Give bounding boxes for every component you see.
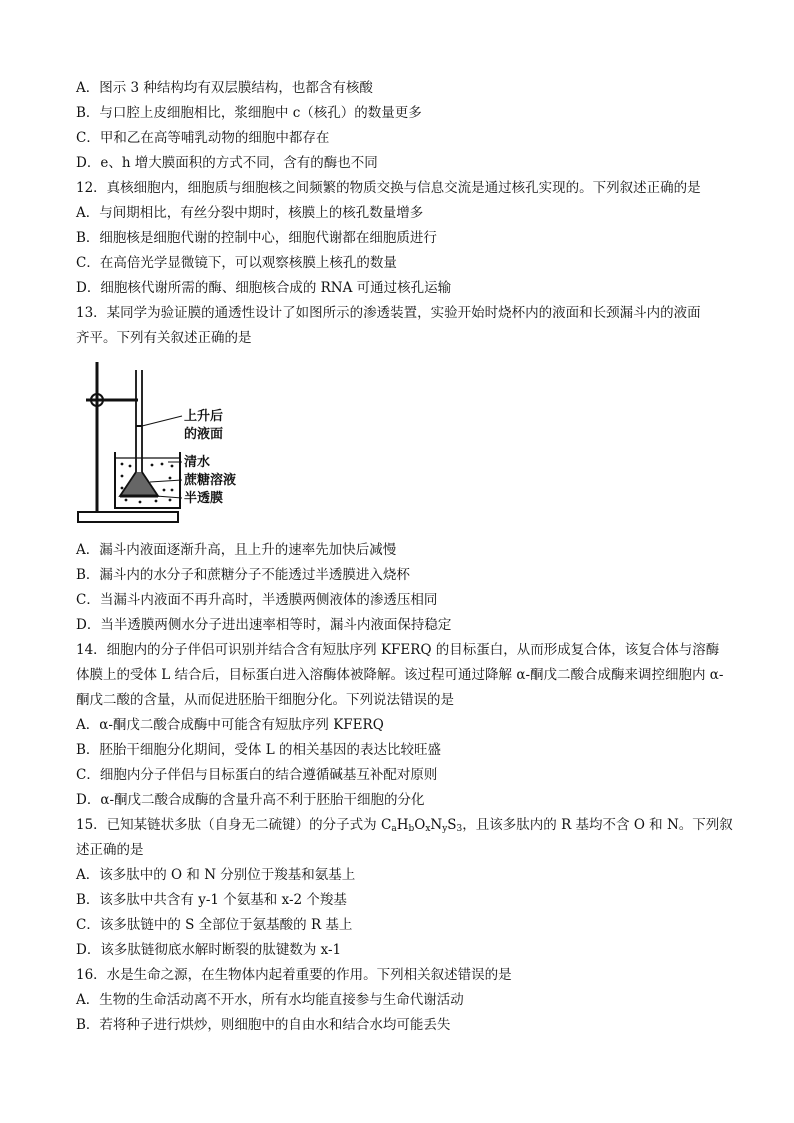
option-line: A．该多肽中的 O 和 N 分别位于羧基和氨基上 xyxy=(76,867,356,883)
option-line: C．甲和乙在高等哺乳动物的细胞中都存在 xyxy=(76,130,330,146)
option-line: A．α-酮戊二酸合成酶中可能含有短肽序列 KFERQ xyxy=(76,717,384,733)
option-line: B．胚胎干细胞分化期间，受体 L 的相关基因的表达比较旺盛 xyxy=(76,742,441,758)
option-line: D．细胞核代谢所需的酶、细胞核合成的 RNA 可通过核孔运输 xyxy=(76,280,452,296)
option-line: C．细胞内分子伴侣与目标蛋白的结合遵循碱基互补配对原则 xyxy=(76,767,438,783)
option-line: D．该多肽链彻底水解时断裂的肽键数为 x-1 xyxy=(76,942,342,958)
option-line: B．漏斗内的水分子和蔗糖分子不能透过半透膜进入烧杯 xyxy=(76,567,410,583)
question-15-stem: 15．已知某链状多肽（自身无二硫键）的分子式为 $C_aH_bO_xN_yS_3$，且该多肽内的 R 基均不含 O 和 N。下列叙 xyxy=(76,817,733,834)
option-line: B．若将种子进行烘炒，则细胞中的自由水和结合水均可能丢失 xyxy=(76,1017,451,1033)
option-line: D．α-酮戊二酸合成酶的含量升高不利于胚胎干细胞的分化 xyxy=(76,792,425,808)
option-line: D．当半透膜两侧水分子进出速率相等时，漏斗内液面保持稳定 xyxy=(76,617,452,633)
question-13-stem: 13．某同学为验证膜的通透性设计了如图所示的渗透装置，实验开始时烧杯内的液面和长颈漏斗内的液面 xyxy=(76,305,701,321)
label-raised-level-2: 的液面 xyxy=(184,427,224,442)
option-line: C．当漏斗内液面不再升高时，半透膜两侧液体的渗透压相同 xyxy=(76,592,438,608)
label-sucrose-solution: 蔗糖溶液 xyxy=(184,473,237,488)
question-14-stem-cont: 体膜上的受体 L 结合后，目标蛋白进入溶酶体被降解。该过程可通过降解 α-酮戊二酸合成酶来调控细胞内 α- xyxy=(76,667,724,683)
option-line: B．与口腔上皮细胞相比，浆细胞中 c（核孔）的数量更多 xyxy=(76,105,422,121)
option-line: B．细胞核是细胞代谢的控制中心，细胞代谢都在细胞质进行 xyxy=(76,230,437,246)
option-line: A．与间期相比，有丝分裂中期时，核膜上的核孔数量增多 xyxy=(76,205,424,221)
option-line: C．在高倍光学显微镜下，可以观察核膜上核孔的数量 xyxy=(76,255,397,271)
question-13-stem-cont: 齐平。下列有关叙述正确的是 xyxy=(76,330,252,346)
question-14-stem-cont: 酮戊二酸的含量，从而促进胚胎干细胞分化。下列说法错误的是 xyxy=(76,692,454,708)
option-line: B．该多肽中共含有 y-1 个氨基和 x-2 个羧基 xyxy=(76,892,347,908)
option-line: C．该多肽链中的 S 全部位于氨基酸的 R 基上 xyxy=(76,917,353,933)
option-line: A．生物的生命活动离不开水，所有水均能直接参与生命代谢活动 xyxy=(76,992,464,1008)
label-water: 清水 xyxy=(184,455,211,470)
option-line: D．e、h 增大膜面积的方式不同，含有的酶也不同 xyxy=(76,155,378,171)
label-raised-level-1: 上升后 xyxy=(184,409,224,424)
option-line: A．图示 3 种结构均有双层膜结构，也都含有核酸 xyxy=(76,80,373,96)
label-semipermeable-membrane: 半透膜 xyxy=(184,491,224,506)
option-line: A．漏斗内液面逐渐升高，且上升的速率先加快后减慢 xyxy=(76,542,397,558)
question-12-stem: 12．真核细胞内，细胞质与细胞核之间频繁的物质交换与信息交流是通过核孔实现的。下列叙述正确的是 xyxy=(76,180,701,196)
osmosis-apparatus-figure xyxy=(70,360,270,532)
question-15-stem-cont: 述正确的是 xyxy=(76,842,144,858)
question-16-stem: 16．水是生命之源，在生物体内起着重要的作用。下列相关叙述错误的是 xyxy=(76,967,512,983)
question-14-stem: 14．细胞内的分子伴侣可识别并结合含有短肽序列 KFERQ 的目标蛋白，从而形成复合体，该复合体与溶酶 xyxy=(76,642,720,658)
